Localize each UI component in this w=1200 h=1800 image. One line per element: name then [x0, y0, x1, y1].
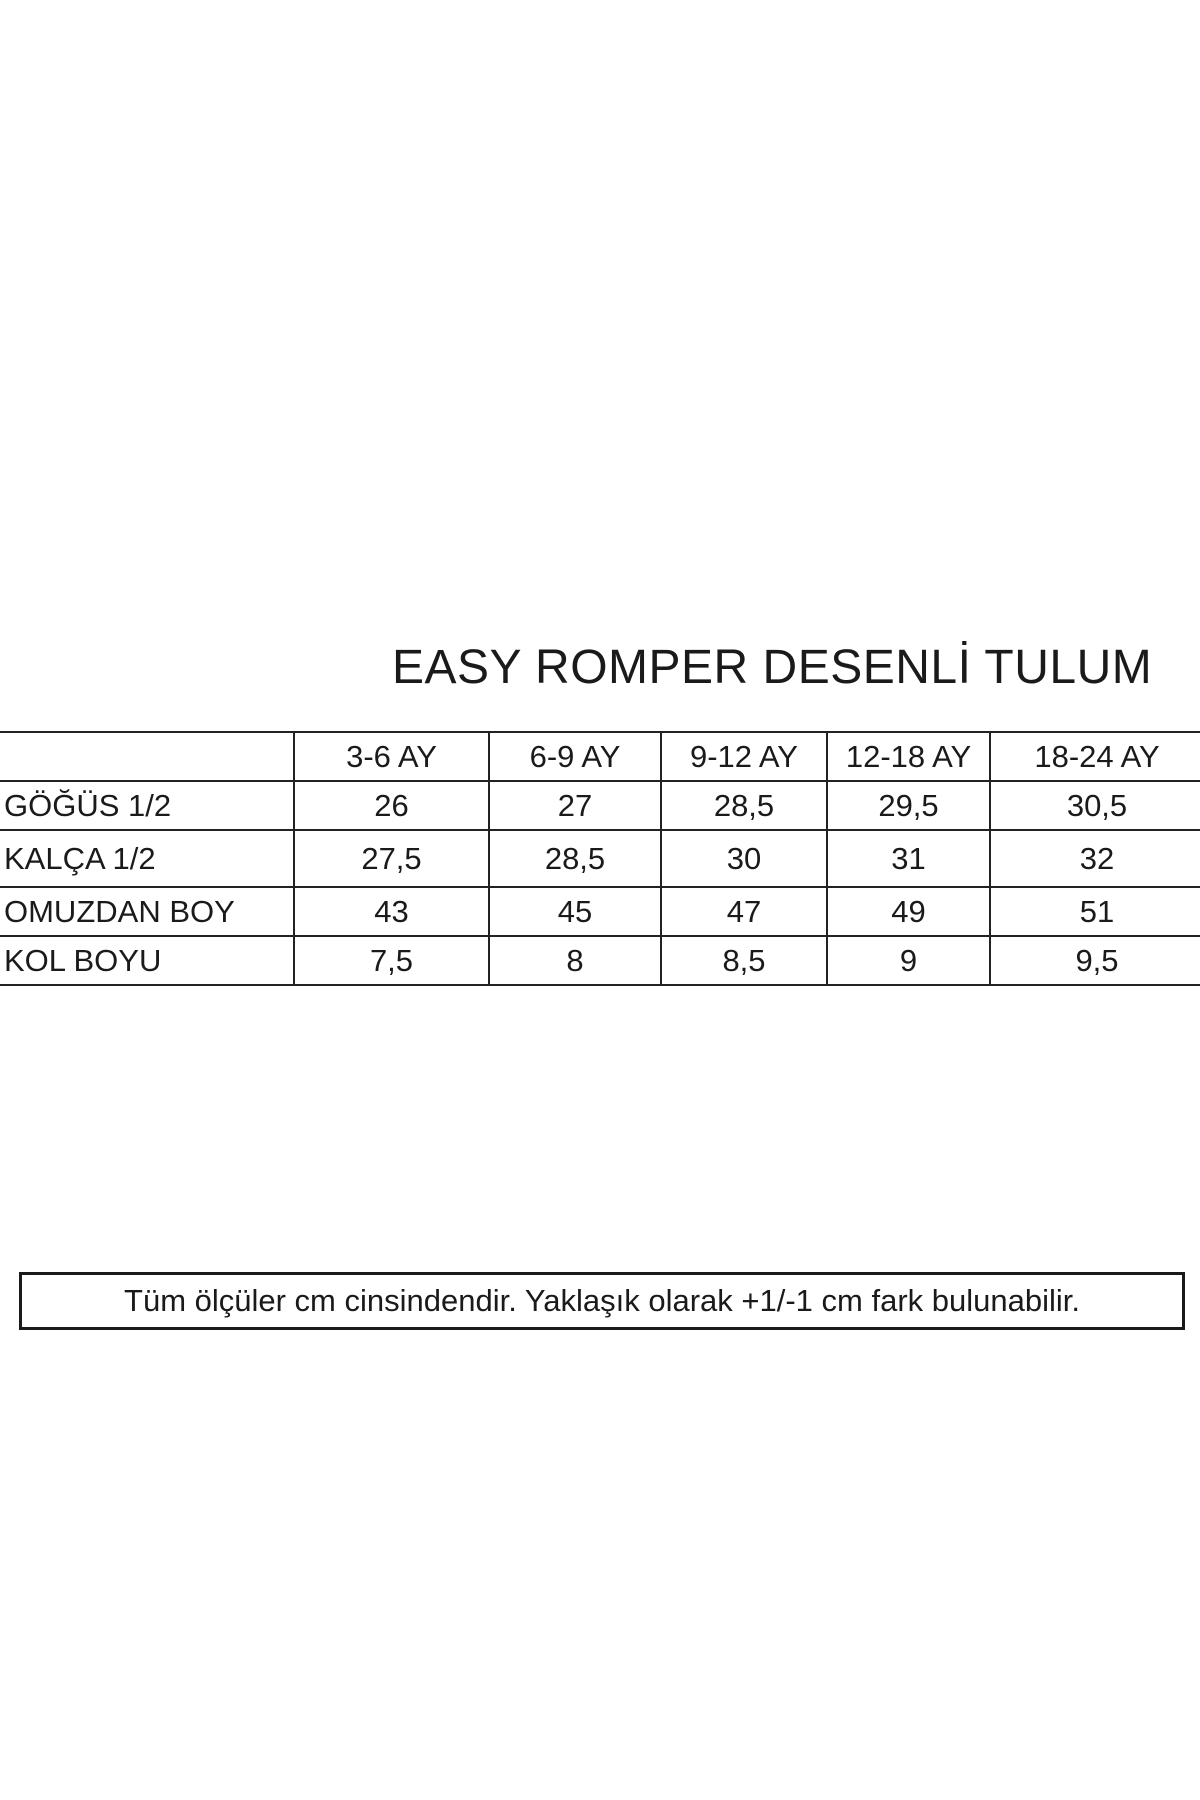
table-cell: 27: [489, 781, 661, 830]
table-cell: 28,5: [489, 830, 661, 887]
table-row: [0, 830, 1200, 887]
table-row: [0, 936, 1200, 985]
table-cell: 8,5: [661, 936, 827, 985]
table-cell: 27,5: [294, 830, 489, 887]
size-table: [0, 731, 1200, 986]
table-cell: 45: [489, 887, 661, 936]
header-cell: 3-6 AY: [294, 732, 489, 781]
table-cell: 30: [661, 830, 827, 887]
header-cell: 9-12 AY: [661, 732, 827, 781]
note-text: Tüm ölçüler cm cinsindendir. Yaklaşık olarak +1/-1 cm fark bulunabilir.: [124, 1283, 1080, 1318]
header-cell: 12-18 AY: [827, 732, 990, 781]
header-cell-empty: [0, 732, 294, 781]
table-cell: 9: [827, 936, 990, 985]
table-cell: 32: [990, 830, 1200, 887]
table-cell: 30,5: [990, 781, 1200, 830]
row-label: OMUZDAN BOY: [0, 887, 294, 936]
table-cell: 47: [661, 887, 827, 936]
table-row: [0, 887, 1200, 936]
table-cell: 51: [990, 887, 1200, 936]
chart-title: EASY ROMPER DESENLİ TULUM: [392, 641, 1153, 694]
row-label: KOL BOYU: [0, 936, 294, 985]
row-label: KALÇA 1/2: [0, 830, 294, 887]
header-cell: 6-9 AY: [489, 732, 661, 781]
table-cell: 28,5: [661, 781, 827, 830]
row-label: GÖĞÜS 1/2: [0, 781, 294, 830]
table-row: [0, 781, 1200, 830]
header-cell: 18-24 AY: [990, 732, 1200, 781]
table-cell: 7,5: [294, 936, 489, 985]
table-cell: 29,5: [827, 781, 990, 830]
table-cell: 9,5: [990, 936, 1200, 985]
table-header-row: [0, 732, 1200, 781]
table-cell: 26: [294, 781, 489, 830]
table-cell: 8: [489, 936, 661, 985]
table-cell: 43: [294, 887, 489, 936]
measurement-note: [19, 1272, 1185, 1330]
table-cell: 49: [827, 887, 990, 936]
table-cell: 31: [827, 830, 990, 887]
